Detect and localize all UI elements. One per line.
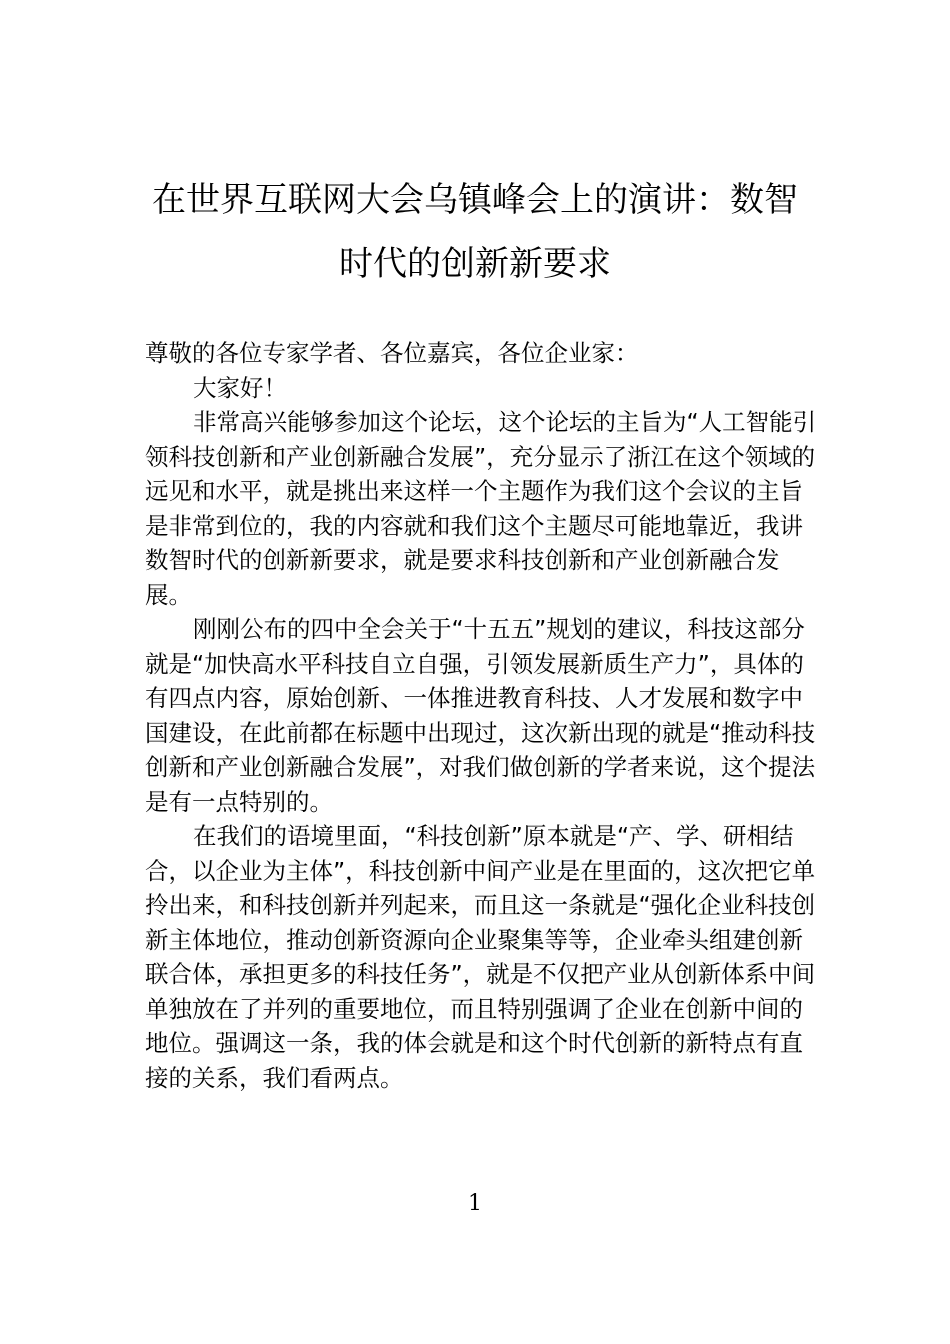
- paragraph-forum-theme: 非常高兴能够参加这个论坛，这个论坛的主旨为“人工智能引领科技创新和产业创新融合发展”，充分显示了浙江在这个领域的远见和水平，就是挑出来这样一个主题作为我们这个会议的主旨是非常到位的，我的内容就和我们这个主题尽可能地靠近，我讲数智时代的创新新要求，就是要求科技创新和产业创新融合发展。: [145, 408, 817, 609]
- document-body: [145, 336, 820, 1095]
- paragraph-greeting: 大家好！: [193, 373, 287, 402]
- salutation: 尊敬的各位专家学者、各位嘉宾，各位企业家：: [145, 339, 639, 367]
- document-title: 在世界互联网大会乌镇峰会上的演讲：数智时代的创新新要求: [152, 180, 798, 284]
- paragraph-plenary-proposal: 刚刚公布的四中全会关于“十五五”规划的建议，科技这部分就是“加快高水平科技自立自强，引领发展新质生产力”，具体的有四点内容，原始创新、一体推进教育科技、人才发展和数字中国建设，在此前都在标题中出现过，这次新出现的就是“推动科技创新和产业创新融合发展”，对我们做创新的学者来说，这个提法是有一点特别的。: [145, 615, 816, 816]
- paragraph-enterprise-role: 在我们的语境里面，“科技创新”原本就是“产、学、研相结合，以企业为主体”，科技创新中间产业是在里面的，这次把它单拎出来，和科技创新并列起来，而且这一条就是“强化企业科技创新主体地位，推动创新资源向企业聚集等等，企业牵头组建创新联合体，承担更多的科技任务”，就是不仅把产业从创新体系中间单独放在了并列的重要地位，而且特别强调了企业在创新中间的地位。强调这一条，我的体会就是和这个时代创新的新特点有直接的关系，我们看两点。: [145, 822, 816, 1092]
- page-number: 1: [468, 1191, 482, 1216]
